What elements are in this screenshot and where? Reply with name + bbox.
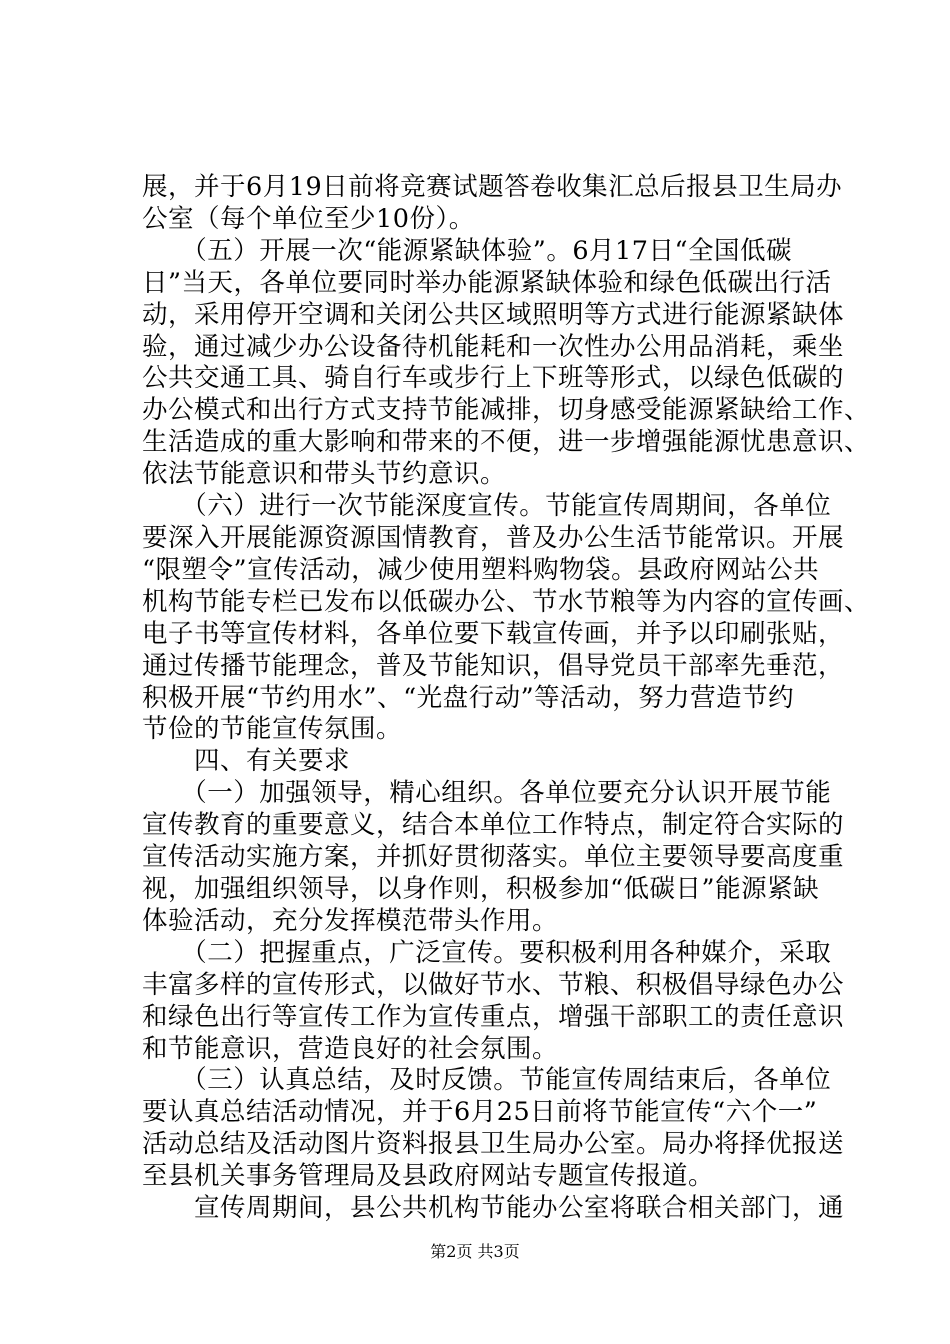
text-line: （二）把握重点，广泛宣传。要积极利用各种媒介，采取 [142,937,832,968]
text-line: 活动总结及活动图片资料报县卫生局办公室。局办将择优报送 [142,1129,845,1160]
text-line: 通过传播节能理念，普及节能知识，倡导党员干部率先垂范， [142,650,845,681]
text-line: 积极开展“节约用水”、“光盘行动”等活动，努力营造节约 [142,682,795,713]
text-line: 至县机关事务管理局及县政府网站专题宣传报道。 [142,1161,715,1192]
text-line: 电子书等宣传材料，各单位要下载宣传画，并予以印刷张贴， [142,618,845,649]
text-line: 办公模式和出行方式支持节能减排，切身感受能源紧缺给工作、 [142,395,871,426]
text-line: 宣传周期间，县公共机构节能办公室将联合相关部门，通 [142,1193,845,1224]
text-line: 动，采用停开空调和关闭公共区域照明等方式进行能源紧缺体 [142,299,845,330]
text-line: （六）进行一次节能深度宣传。节能宣传周期间，各单位 [142,491,832,522]
text-line: 日”当天，各单位要同时举办能源紧缺体验和绿色低碳出行活 [142,267,832,298]
text-line: （三）认真总结，及时反馈。节能宣传周结束后，各单位 [142,1065,832,1096]
text-line: 宣传活动实施方案，并抓好贯彻落实。单位主要领导要高度重 [142,842,845,873]
text-line: 要认真总结活动情况，并于6月25日前将节能宣传“六个一” [142,1097,818,1128]
text-line: 和绿色出行等宣传工作为宣传重点，增强干部职工的责任意识 [142,1001,845,1032]
text-line: （一）加强领导，精心组织。各单位要充分认识开展节能 [142,778,832,809]
text-line: 依法节能意识和带头节约意识。 [142,459,507,490]
text-line: 公共交通工具、骑自行车或步行上下班等形式，以绿色低碳的 [142,363,845,394]
text-line: 视，加强组织领导，以身作则，积极参加“低碳日”能源紧缺 [142,874,820,904]
text-line: 生活造成的重大影响和带来的不便，进一步增强能源忧患意识、 [142,427,871,458]
page-number-footer: 第2页 共3页 [430,1242,520,1261]
text-line: 宣传教育的重要意义，结合本单位工作特点，制定符合实际的 [142,810,845,841]
text-line: 体验活动，充分发挥模范带头作用。 [142,905,559,936]
text-line: 展，并于6月19日前将竞赛试题答卷收集汇总后报县卫生局办 [142,172,843,202]
text-line: 要深入开展能源资源国情教育，普及办公生活节能常识。开展 [142,523,845,553]
text-line: “限塑令”宣传活动，减少使用塑料购物袋。县政府网站公共 [142,554,820,585]
text-line: 节俭的节能宣传氛围。 [142,714,403,745]
section-heading: 四、有关要求 [142,746,351,777]
text-line: 验，通过减少办公设备待机能耗和一次性办公用品消耗，乘坐 [142,331,845,362]
text-line: 丰富多样的宣传形式，以做好节水、节粮、积极倡导绿色办公 [142,969,845,1000]
text-line: 和节能意识，营造良好的社会氛围。 [142,1033,559,1064]
text-line: （五）开展一次“能源紧缺体验”。6月17日“全国低碳 [142,235,793,266]
text-line: 公室（每个单位至少10份）。 [142,203,475,234]
text-line: 机构节能专栏已发布以低碳办公、节水节粮等为内容的宣传画、 [142,586,871,617]
